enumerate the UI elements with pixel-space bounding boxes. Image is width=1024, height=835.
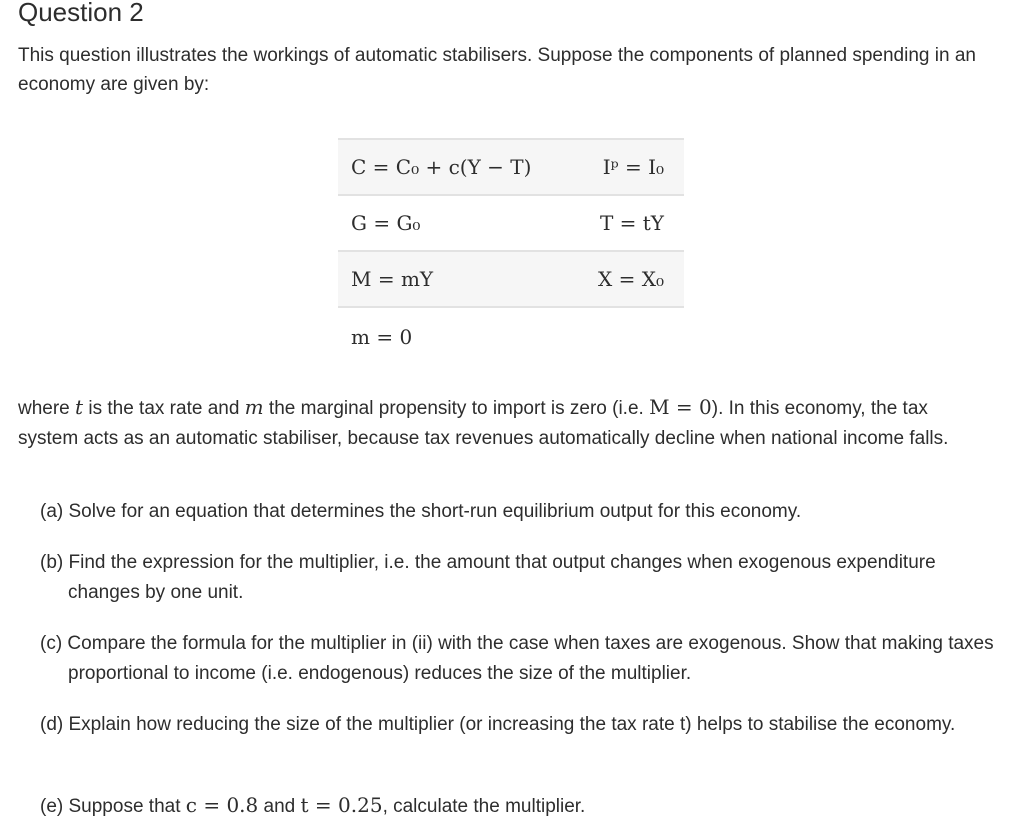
imports-zero-math: M = 0 [649, 395, 712, 419]
question-d: (d) Explain how reducing the size of the multiplier (or increasing the tax rate t) helps to stabilise the economy. [40, 714, 956, 735]
explanation-paragraph: where t is the tax rate and m the marginal propensity to import is zero (i.e. M = 0). In this economy, the tax system acts as an automatic stabiliser, because tax revenues automatically decline when national income falls. [18, 395, 949, 449]
question-a: (a) Solve for an equation that determines the short-run equilibrium output for this economy. [40, 501, 802, 522]
equations-row [338, 307, 684, 366]
equations-row [338, 251, 684, 307]
import-propensity-equation: m = 0 [351, 325, 413, 349]
equations-row [338, 139, 684, 195]
import-propensity-variable: m [244, 395, 264, 419]
t-value-math: t = 0.25 [300, 793, 383, 817]
investment-equation: Iᵖ = I₀ [581, 139, 684, 195]
intro-text: This question illustrates the workings of automatic stabilisers. Suppose the components of planned spending in an economy are given by: [18, 45, 976, 95]
tax-rate-variable: t [75, 395, 84, 419]
government-equation: G = G₀ [338, 195, 581, 251]
consumption-equation: C = C₀ + c(Y − T) [338, 139, 581, 195]
equations-table [338, 138, 684, 366]
question-c: (c) Compare the formula for the multiplier in (ii) with the case when taxes are exogenous. Show that making taxes proportional to income (i.e. endogenous) reduces the size of the multiplier. [40, 633, 994, 684]
question-e: (e) Suppose that c = 0.8 and t = 0.25, calculate the multiplier. [40, 793, 586, 817]
equations-row [338, 195, 684, 251]
imports-equation: M = mY [338, 251, 581, 307]
question-b: (b) Find the expression for the multiplier, i.e. the amount that output changes when exogenous expenditure changes by one unit. [40, 552, 936, 603]
tax-equation: T = tY [581, 195, 684, 251]
exports-equation: X = X₀ [581, 251, 684, 307]
question-title: Question 2 [18, 0, 144, 27]
c-value-math: c = 0.8 [185, 793, 259, 817]
